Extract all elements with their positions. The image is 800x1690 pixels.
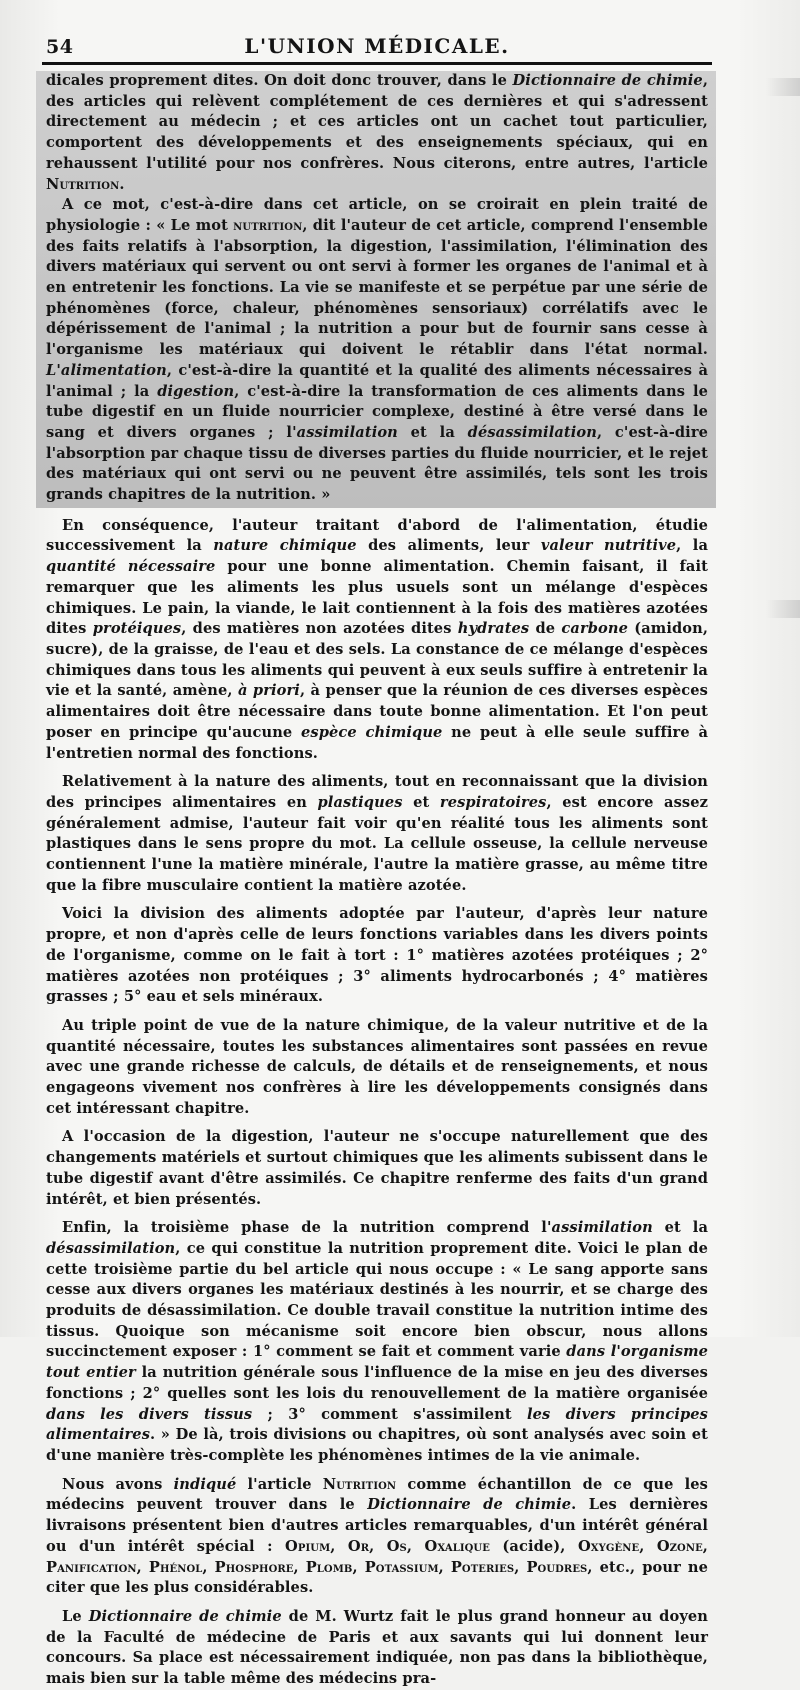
highlighted-passage	[36, 71, 716, 508]
paragraph-8: Enfin, la troisième phase de la nutrition comprend l'assimilation et la désassimilation, ce qui constitue la nutrition proprement dite. Voici le plan de cette troisième partie du bel article qui nous occupe : « Le sang apporte sans cesse aux divers organes les matériaux destinés à les nourrir, et se charge des produits de désassimilation. Ce double travail constitue la nutrition intime des tissus. Quoique son mécanisme soit encore bien obscur, nous allons succinctement exposer : 1° comment se fait et comment varie dans l'organisme tout entier la nutrition générale sous l'influence de la mise en jeu des diverses fonctions ; 2° quelles sont les lois du renouvellement de la matière organisée dans les divers tissus ; 3° comment s'assimilent les divers principes alimentaires. » De là, trois divisions ou chapitres, où sont analysés avec soin et d'une manière très-complète les phénomènes intimes de la vie animale.	[46, 1219, 709, 1464]
paragraph-6: Au triple point de vue de la nature chimique, de la valeur nutritive et de la quantité nécessaire, toutes les substances alimentaires sont passées en revue avec une grande richesse de calculs, de détails et de renseignements, et nous engageons vivement nos confrères à lire les développements consignés dans cet intéressant chapitre.	[46, 1016, 708, 1117]
paragraph-2: A ce mot, c'est-à-dire dans cet article, on se croirait en plein traité de physiologie : « Le mot nutrition, dit l'auteur de cet article, comprend l'ensemble des faits relatifs à l'absorption, la digestion, l'assimilation, l'élimination des divers matériaux qui servent ou ont servi à former les organes de l'animal et à en entretenir les fonctions. La vie se manifeste et se perpétue par une série de phénomènes (force, chaleur, phénomènes sensoriaux) corrélatifs avec le dépérissement de l'animal ; la nutrition a pour but de fournir sans cesse à l'organisme les matériaux qui doivent le rétablir dans l'état normal. L'alimentation, c'est-à-dire la quantité et la qualité des aliments nécessaires à l'animal ; la digestion, c'est-à-dire la transformation de ces aliments dans le tube digestif en un fluide nourricier complexe, destiné à être versé dans le sang et divers organes ; l'assimilation et la désassimilation, c'est-à-dire l'absorption par chaque tissu de diverses parties du fluide nourricier, et le rejet des matériaux qui ont servi ou ne peuvent être assimilés, tels sont les trois grands chapitres de la nutrition. »	[46, 196, 708, 504]
paragraph-10: Le Dictionnaire de chimie de M. Wurtz fait le plus grand honneur au doyen de la Faculté de médecine de Paris et aux savants qui lui donnent leur concours. Sa place est nécessairement indiquée, non pas dans la bibliothèque, mais bien sur la table même des médecins pra-	[46, 1607, 708, 1688]
header-rule	[42, 62, 712, 65]
paragraph-1: dicales proprement dites. On doit donc trouver, dans le Dictionnaire de chimie, des articles qui relèvent complétement de ces dernières et qui s'adressent directement au médecin ; et ces articles ont un cachet tout particulier, comportent des développements et des enseignements spéciaux, qui en rehaussent l'utilité pour nos confrères. Nous citerons, entre autres, l'article Nutrition.	[46, 72, 708, 193]
scan-shadow	[766, 78, 800, 96]
page-number: 54	[46, 36, 74, 58]
paragraph-7: A l'occasion de la digestion, l'auteur ne s'occupe naturellement que des changements matériels et surtout chimiques que les aliments subissent dans le tube digestif avant d'être assimilés. Ce chapitre renferme des faits d'un grand intérêt, et bien présentés.	[46, 1128, 708, 1208]
paragraph-3: En conséquence, l'auteur traitant d'abord de l'alimentation, étudie successivement la nature chimique des aliments, leur valeur nutritive, la quantité nécessaire pour une bonne alimentation. Chemin faisant, il fait remarquer que les aliments les plus usuels sont un mélange d'espèces chimiques. Le pain, la viande, le lait contiennent à la fois des matières azotées dites protéiques, des matières non azotées dites hydrates de carbone (amidon, sucre), de la graisse, de l'eau et des sels. La constance de ce mélange d'espèces chimiques dans tous les aliments qui peuvent à eux seuls suffire à entretenir la vie et la santé, amène, à priori, à penser que la réunion de ces diverses espèces alimentaires doit être nécessaire dans toute bonne alimentation. Et l'on peut poser en principe qu'aucune espèce chimique ne peut à elle seule suffire à l'entretien normal des fonctions.	[46, 516, 709, 762]
paragraph-5: Voici la division des aliments adoptée par l'auteur, d'après leur nature propre, et non d'après celle de leurs fonctions variables dans les divers points de l'organisme, comme on le fait à tort : 1° matières azotées protéiques ; 2° matières azotées non protéiques ; 3° aliments hydrocarbonés ; 4° matières grasses ; 5° eau et sels minéraux.	[46, 905, 708, 1006]
running-title: L'UNION MÉDICALE.	[244, 34, 510, 58]
page-header	[46, 22, 708, 62]
scan-shadow	[766, 600, 800, 618]
paragraph-4: Relativement à la nature des aliments, tout en reconnaissant que la division des principes alimentaires en plastiques et respiratoires, est encore assez généralement admise, l'auteur fait voir qu'en réalité tous les aliments sont plastiques dans le sens propre du mot. La cellule osseuse, la cellule nerveuse contiennent l'une la matière minérale, l'autre la matière grasse, au même titre que la fibre musculaire contient la matière azotée.	[46, 773, 708, 894]
paragraph-9: Nous avons indiqué l'article Nutrition comme échantillon de ce que les médecins peuvent trouver dans le Dictionnaire de chimie. Les dernières livraisons présentent bien d'autres articles remarquables, d'un intérêt général ou d'un intérêt spécial : Opium, Or, Os, Oxalique (acide), Oxygène, Ozone, Panification, Phénol, Phosphore, Plomb, Potassium, Poteries, Poudres, etc., pour ne citer que les plus considérables.	[46, 1475, 709, 1597]
article-body	[46, 71, 708, 1690]
